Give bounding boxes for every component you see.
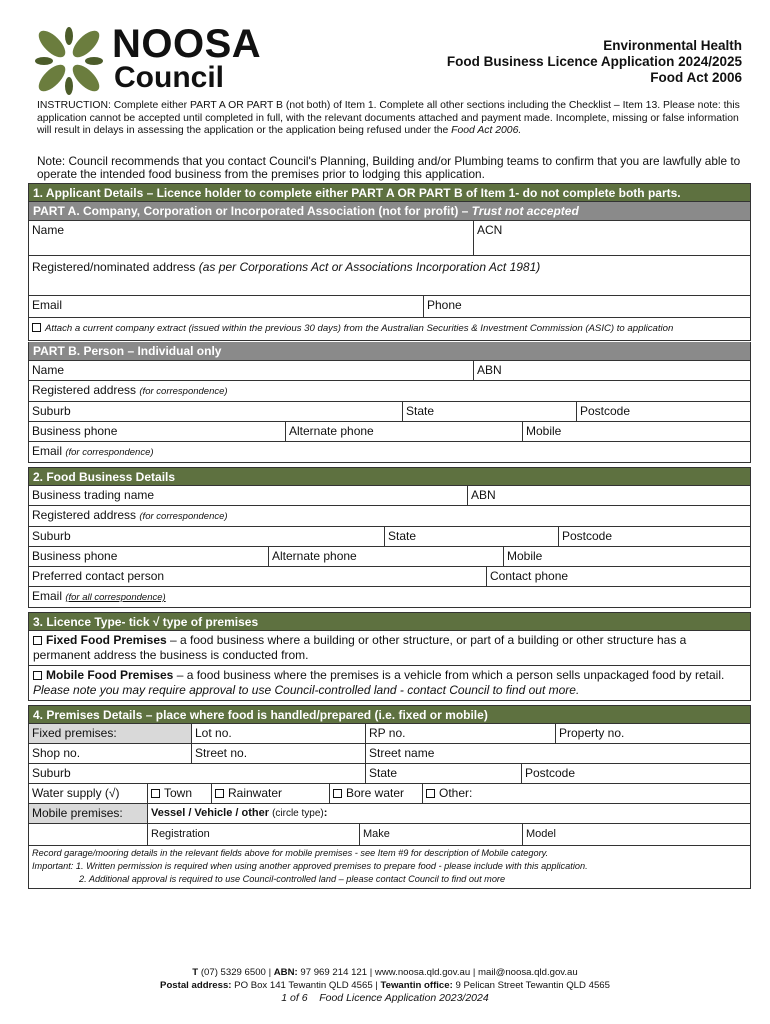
logo-council: Council [114, 61, 224, 94]
water-bore-option[interactable]: Bore water [330, 784, 423, 803]
other-checkbox[interactable] [426, 789, 435, 798]
mobile-premises-option[interactable]: Mobile Food Premises – a food business where the premises is a vehicle from which a person sells unpackaged food by retail. Please note you may require approval to use Council-controlled land - contact Council to find out more. [33, 668, 725, 697]
business-mobile-field[interactable]: Mobile [507, 549, 543, 563]
bore-checkbox[interactable] [333, 789, 342, 798]
partA-header: PART A. Company, Corporation or Incorporated Association (not for profit) – Trust not accepted [28, 202, 751, 220]
business-state-field[interactable]: State [385, 527, 559, 546]
footer-page: 1 of 6 Food Licence Application 2023/2024 [281, 992, 489, 1004]
partA-email-field[interactable]: Email [29, 296, 424, 317]
partB-alt-phone-field[interactable]: Alternate phone [286, 422, 523, 441]
street-name-field[interactable]: Street name [369, 746, 435, 760]
section2-header: 2. Food Business Details [28, 467, 751, 486]
registration-field[interactable]: Registration [148, 824, 360, 845]
partA-name-field[interactable]: Name [29, 221, 474, 255]
partB-mobile-field[interactable]: Mobile [526, 424, 562, 438]
rain-checkbox[interactable] [215, 789, 224, 798]
partB-email-field[interactable]: Email (for correspondence) [32, 444, 154, 458]
footer-address: Postal address: PO Box 141 Tewantin QLD 4565 | Tewantin office: 9 Pelican Street Tewantin QLD 4565 [160, 980, 610, 991]
page-footer [0, 966, 770, 1005]
partA-acn-field[interactable]: ACN [477, 223, 503, 237]
business-address-field[interactable]: Registered address (for correspondence) [32, 508, 228, 522]
trading-name-field[interactable]: Business trading name [29, 486, 468, 505]
header-line1: Environmental Health [603, 38, 742, 53]
contact-phone-field[interactable]: Contact phone [490, 569, 569, 583]
make-field[interactable]: Make [360, 824, 523, 845]
town-checkbox[interactable] [151, 789, 160, 798]
header-line2: Food Business Licence Application 2024/2025 [446, 54, 742, 69]
checkbox-icon[interactable] [32, 323, 41, 332]
partA-address-field[interactable]: Registered/nominated address (as per Corporations Act or Associations Incorporation Act 1981) [32, 260, 541, 274]
note-text: Note: Council recommends that you contact Council's Planning, Building and/or Plumbing teams to confirm that you are lawfully able to operate the intended food business from the premises prior to lodging this application. [37, 154, 741, 181]
mobile-premises-label: Mobile premises: [29, 804, 148, 823]
business-alt-phone-field[interactable]: Alternate phone [269, 547, 504, 566]
asic-attach-checkbox[interactable]: Attach a current company extract (issued within the previous 30 days) from the Australian Securities & Investment Commission (ASIC) to application [29, 318, 750, 340]
contact-person-field[interactable]: Preferred contact person [29, 567, 487, 586]
partA-phone-field[interactable]: Phone [427, 298, 462, 312]
leaf-logo-icon [34, 26, 104, 96]
partB-abn-field[interactable]: ABN [477, 363, 502, 377]
premises-notes: Record garage/mooring details in the relevant fields above for mobile premises - see Item #9 for description of Mobile category. Important: 1. Written permission is required when using another approved premises to prepare food - please include with this application. 2. Additional approval is required to use Council-controlled land – please contact Council to find out more [32, 848, 588, 884]
lot-no-field[interactable]: Lot no. [192, 724, 366, 743]
partB-header: PART B. Person – Individual only [28, 342, 751, 360]
mobile-premises-checkbox[interactable] [33, 671, 42, 680]
water-other-option[interactable]: Other: [423, 784, 750, 803]
business-suburb-field[interactable]: Suburb [29, 527, 385, 546]
mobile-spacer [29, 824, 148, 845]
rp-no-field[interactable]: RP no. [366, 724, 556, 743]
water-supply-label: Water supply (√) [29, 784, 148, 803]
premises-state-field[interactable]: State [366, 764, 522, 783]
logo-noosa: NOOSA [112, 22, 262, 66]
premises-postcode-field[interactable]: Postcode [525, 766, 576, 780]
partB-address-field[interactable]: Registered address (for correspondence) [32, 383, 228, 397]
section1-header: 1. Applicant Details – Licence holder to complete either PART A OR PART B of Item 1- do not complete both parts. [28, 183, 751, 202]
business-postcode-field[interactable]: Postcode [562, 529, 613, 543]
section4-header: 4. Premises Details – place where food is handled/prepared (i.e. fixed or mobile) [28, 705, 751, 724]
partB-name-field[interactable]: Name [29, 361, 474, 380]
vessel-type-field[interactable]: Vessel / Vehicle / other (circle type): [151, 807, 328, 819]
application-form [28, 183, 751, 889]
partB-business-phone-field[interactable]: Business phone [29, 422, 286, 441]
partB-postcode-field[interactable]: Postcode [580, 404, 631, 418]
fixed-premises-checkbox[interactable] [33, 636, 42, 645]
page-header [447, 38, 742, 86]
street-no-field[interactable]: Street no. [192, 744, 366, 763]
fixed-premises-option[interactable]: Fixed Food Premises – a food business where a building or other structure, or part of a building or other structure has a permanent address the business is conducted from. [33, 633, 687, 662]
business-email-field[interactable]: Email (for all correspondence) [32, 589, 166, 603]
partB-state-field[interactable]: State [403, 402, 577, 421]
water-town-option[interactable]: Town [148, 784, 212, 803]
partB-suburb-field[interactable]: Suburb [29, 402, 403, 421]
model-field[interactable]: Model [526, 828, 556, 840]
fixed-premises-label: Fixed premises: [29, 724, 192, 743]
business-phone-field[interactable]: Business phone [29, 547, 269, 566]
water-rain-option[interactable]: Rainwater [212, 784, 330, 803]
property-no-field[interactable]: Property no. [559, 726, 625, 740]
section3-header: 3. Licence Type- tick √ type of premises [28, 612, 751, 631]
noosa-council-logo [34, 22, 299, 96]
instruction-text: INSTRUCTION: Complete either PART A OR PART B (not both) of Item 1. Complete all other sections including the Checklist – Item 13. Please note: this application cannot be accepted until completed in full, with the relevant documents attached and payment made. Incomplete, missing or false information will result in delays in assessing the application or the application being refused under the Food Act 2006. [37, 100, 740, 136]
shop-no-field[interactable]: Shop no. [29, 744, 192, 763]
business-abn-field[interactable]: ABN [471, 488, 496, 502]
premises-suburb-field[interactable]: Suburb [29, 764, 366, 783]
footer-contact: T (07) 5329 6500 | ABN: 97 969 214 121 | www.noosa.qld.gov.au | mail@noosa.qld.gov.au [192, 967, 578, 978]
header-line3: Food Act 2006 [650, 70, 742, 85]
